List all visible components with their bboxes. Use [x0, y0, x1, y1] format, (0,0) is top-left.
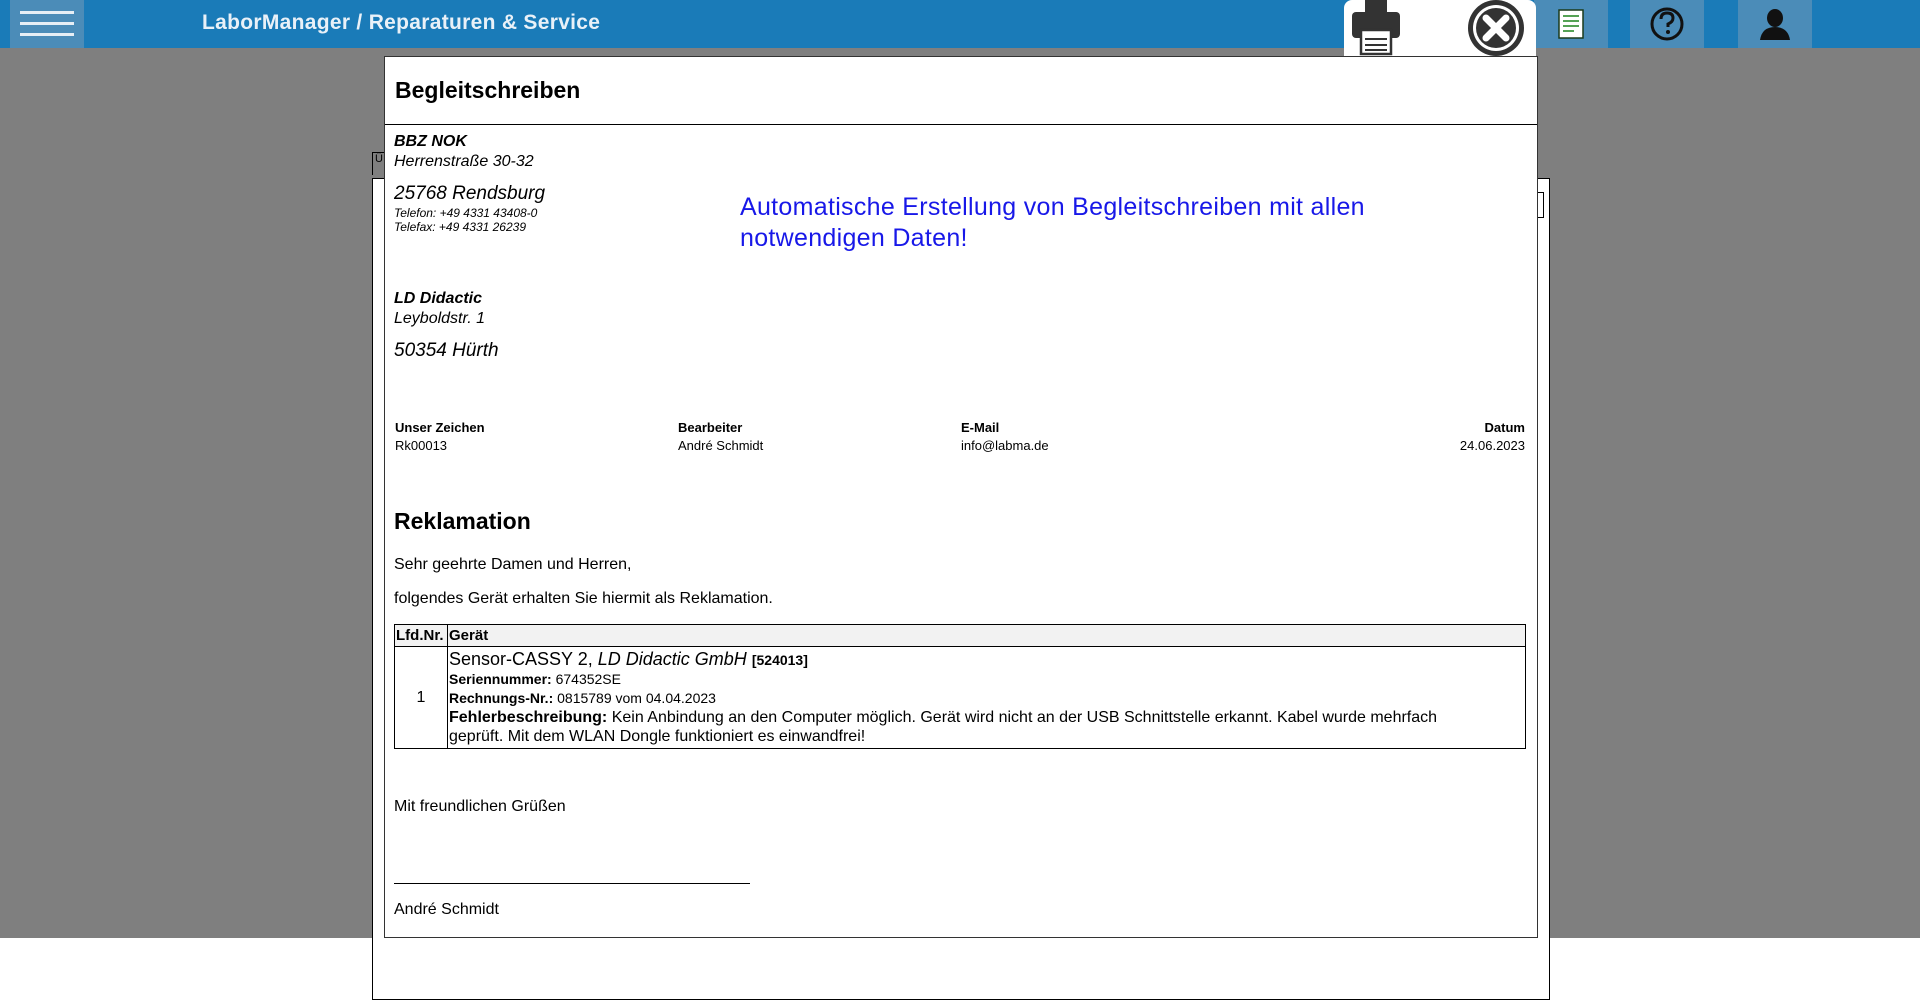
menu-line [20, 11, 74, 14]
fault-value: Kein Anbindung an den Computer möglich. Gerät wird nicht an der USB Schnittstelle erkannt. Kabel wurde mehrfach geprüft. Mit dem WLAN Dongle funktioniert es einwandfrei! [449, 708, 1438, 745]
reference-label: Unser Zeichen [395, 420, 485, 435]
table-header-row [395, 625, 1526, 647]
letter-subject: Reklamation [394, 508, 531, 534]
meta-editor [678, 419, 763, 455]
meta-email [961, 419, 1049, 455]
sender-address [394, 132, 545, 235]
fault-label: Fehlerbeschreibung: [449, 708, 608, 726]
menu-line [20, 33, 74, 36]
email-value: info@labma.de [961, 438, 1049, 454]
sender-name: BBZ NOK [394, 133, 467, 150]
recipient-street: Leyboldstr. 1 [394, 310, 486, 327]
col-header-device: Gerät [448, 625, 1526, 647]
app-title: LaborManager / Reparaturen & Service [202, 11, 601, 34]
recipient-name: LD Didactic [394, 290, 483, 307]
user-icon [1738, 0, 1812, 48]
sender-phone: Telefon: +49 4331 43408-0 [394, 205, 538, 220]
editor-value: André Schmidt [678, 438, 764, 454]
background-tab: Ü [372, 152, 388, 175]
hamburger-menu-button[interactable] [10, 0, 84, 48]
close-button[interactable] [1464, 0, 1528, 56]
close-icon [1464, 0, 1528, 56]
device-table [394, 624, 1526, 749]
help-icon [1630, 0, 1704, 48]
date-value: 24.06.2023 [1459, 438, 1525, 454]
top-bar [0, 0, 1920, 48]
sender-fax: Telefax: +49 4331 26239 [394, 220, 527, 235]
sender-street: Herrenstraße 30-32 [394, 153, 534, 170]
serial-line [449, 670, 1524, 689]
promo-text: Automatische Erstellung von Begleitschreiben mit allen notwendigen Daten! [740, 193, 1365, 253]
signature-name: André Schmidt [394, 901, 499, 918]
signature-line [394, 883, 750, 884]
intro-text: folgendes Gerät erhalten Sie hiermit als Reklamation. [394, 590, 773, 607]
device-line [449, 649, 1524, 670]
date-label: Datum [1484, 420, 1525, 435]
salutation: Sehr geehrte Damen und Herren, [394, 556, 632, 573]
device-manufacturer: LD Didactic GmbH [597, 649, 747, 669]
invoice-line [449, 689, 1524, 708]
device-name: Sensor-CASSY 2, [449, 649, 593, 669]
invoice-label: Rechnungs-Nr.: [449, 689, 554, 706]
help-button[interactable] [1630, 0, 1704, 48]
notepad-icon [1534, 0, 1608, 48]
row-nr: 1 [395, 647, 448, 749]
recipient-city: 50354 Hürth [394, 340, 499, 361]
row-device-cell [448, 647, 1526, 749]
sender-city: 25768 Rendsburg [394, 183, 546, 204]
serial-label: Seriennummer: [449, 671, 552, 687]
meta-date [1390, 419, 1525, 455]
meta-reference [395, 419, 485, 455]
recipient-address [394, 289, 499, 363]
fault-line [449, 708, 1524, 746]
dialog-tools [1344, 0, 1536, 56]
notes-button[interactable] [1534, 0, 1608, 48]
serial-value: 674352SE [555, 671, 621, 687]
table-row [395, 647, 1526, 749]
user-button[interactable] [1738, 0, 1812, 48]
invoice-value: 0815789 vom 04.04.2023 [557, 689, 716, 706]
reference-value: Rk00013 [395, 438, 448, 454]
menu-line [20, 22, 74, 25]
printer-icon [1344, 0, 1408, 56]
col-header-nr: Lfd.Nr. [395, 625, 448, 647]
article-number: [524013] [751, 652, 808, 668]
editor-label: Bearbeiter [678, 420, 743, 435]
print-button[interactable] [1344, 0, 1408, 56]
closing: Mit freundlichen Grüßen [394, 798, 566, 815]
dialog-title: Begleitschreiben [395, 77, 581, 103]
email-label: E-Mail [961, 420, 1000, 435]
dialog-divider [385, 124, 1537, 125]
